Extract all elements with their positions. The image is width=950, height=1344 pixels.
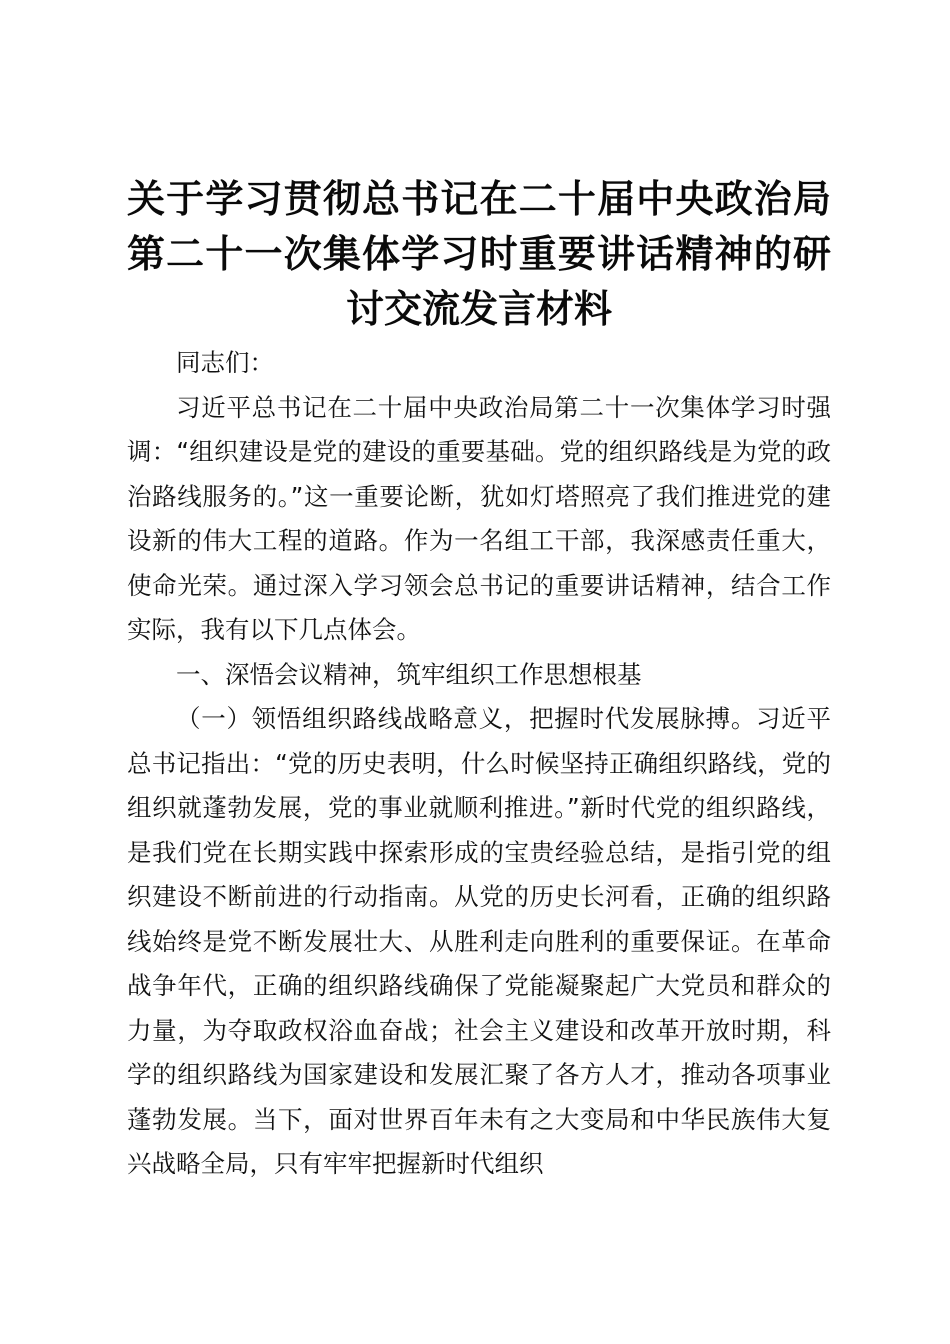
salutation: 同志们： [176, 348, 274, 377]
document-page [127, 172, 831, 1187]
section-paragraph: （一）领悟组织路线战略意义，把握时代发展脉搏。习近平总书记指出：“党的历史表明，什么时候坚持正确组织路线，党的组织就蓬勃发展，党的事业就顺利推进。”新时代党的组织路线，是我们党在长期实践中探索形成的宝贵经验总结，是指引党的组织建设不断前进的行动指南。从党的历史长河看，正确的组织路线始终是党不断发展壮大、从胜利走向胜利的重要保证。在革命战争年代，正确的组织路线确保了党能凝聚起广大党员和群众的力量，为夺取政权浴血奋战；社会主义建设和改革开放时期，科学的组织路线为国家建设和发展汇聚了各方人才，推动各项事业蓬勃发展。当下，面对世界百年未有之大变局和中华民族伟大复兴战略全局，只有牢牢把握新时代组织 [127, 704, 831, 1178]
document-title: 关于学习贯彻总书记在二十届中央政治局第二十一次集体学习时重要讲话精神的研讨交流发言材料 [127, 177, 831, 331]
intro-paragraph: 习近平总书记在二十届中央政治局第二十一次集体学习时强调：“组织建设是党的建设的重要基础。党的组织路线是为党的政治路线服务的。”这一重要论断，犹如灯塔照亮了我们推进党的建设新的伟大工程的道路。作为一名组工干部，我深感责任重大，使命光荣。通过深入学习领会总书记的重要讲话精神，结合工作实际，我有以下几点体会。 [127, 392, 831, 644]
document-body [127, 341, 831, 1187]
section-heading: 一、深悟会议精神，筑牢组织工作思想根基 [176, 659, 642, 689]
